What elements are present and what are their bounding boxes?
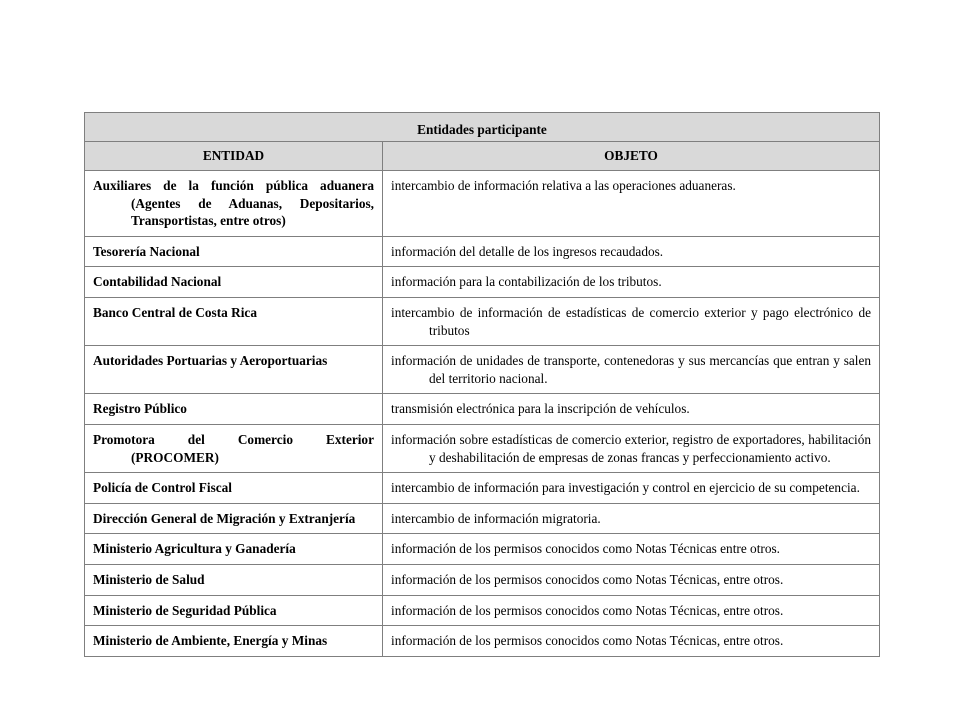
table-row [85, 267, 880, 298]
objeto-cell: información sobre estadísticas de comercio exterior, registro de exportadores, habilitación y deshabilitación de empresas de zonas francas y perfeccionamiento activo. [383, 424, 880, 472]
objeto-cell: información para la contabilización de los tributos. [383, 267, 880, 298]
table-row [85, 424, 880, 472]
entidad-cell: Ministerio de Salud [85, 564, 383, 595]
objeto-cell: intercambio de información migratoria. [383, 503, 880, 534]
objeto-cell: información de los permisos conocidos como Notas Técnicas, entre otros. [383, 595, 880, 626]
table-title-row [85, 113, 880, 142]
entidad-cell: Ministerio Agricultura y Ganadería [85, 534, 383, 565]
table-title: Entidades participante [85, 113, 880, 142]
entidad-cell: Registro Público [85, 394, 383, 425]
entidad-cell: Autoridades Portuarias y Aeroportuarias [85, 346, 383, 394]
objeto-cell: información de los permisos conocidos como Notas Técnicas, entre otros. [383, 626, 880, 657]
table-row [85, 394, 880, 425]
entidad-cell: Dirección General de Migración y Extranjería [85, 503, 383, 534]
column-header-objeto: OBJETO [383, 142, 880, 171]
objeto-cell: intercambio de información relativa a las operaciones aduaneras. [383, 171, 880, 237]
table-row [85, 595, 880, 626]
column-header-entidad: ENTIDAD [85, 142, 383, 171]
entidad-cell: Tesorería Nacional [85, 236, 383, 267]
table-row [85, 297, 880, 345]
entidad-cell: Auxiliares de la función pública aduanera (Agentes de Aduanas, Depositarios, Transportistas, entre otros) [85, 171, 383, 237]
objeto-cell: intercambio de información para investigación y control en ejercicio de su competencia. [383, 473, 880, 504]
table-row [85, 236, 880, 267]
entidad-cell: Promotora del Comercio Exterior (PROCOMER) [85, 424, 383, 472]
objeto-cell: información de los permisos conocidos como Notas Técnicas, entre otros. [383, 564, 880, 595]
table-row [85, 503, 880, 534]
table-row [85, 473, 880, 504]
table-row [85, 564, 880, 595]
entidad-cell: Banco Central de Costa Rica [85, 297, 383, 345]
entidad-cell: Contabilidad Nacional [85, 267, 383, 298]
table-row [85, 626, 880, 657]
objeto-cell: información de unidades de transporte, contenedoras y sus mercancías que entran y salen del territorio nacional. [383, 346, 880, 394]
table-header-row [85, 142, 880, 171]
table-row [85, 534, 880, 565]
objeto-cell: información del detalle de los ingresos recaudados. [383, 236, 880, 267]
entidad-cell: Ministerio de Seguridad Pública [85, 595, 383, 626]
entidad-cell: Ministerio de Ambiente, Energía y Minas [85, 626, 383, 657]
entities-table [84, 112, 880, 657]
objeto-cell: transmisión electrónica para la inscripción de vehículos. [383, 394, 880, 425]
entities-table-container [84, 112, 879, 657]
objeto-cell: intercambio de información de estadísticas de comercio exterior y pago electrónico de tributos [383, 297, 880, 345]
table-row [85, 346, 880, 394]
table-row [85, 171, 880, 237]
entidad-cell: Policía de Control Fiscal [85, 473, 383, 504]
objeto-cell: información de los permisos conocidos como Notas Técnicas entre otros. [383, 534, 880, 565]
